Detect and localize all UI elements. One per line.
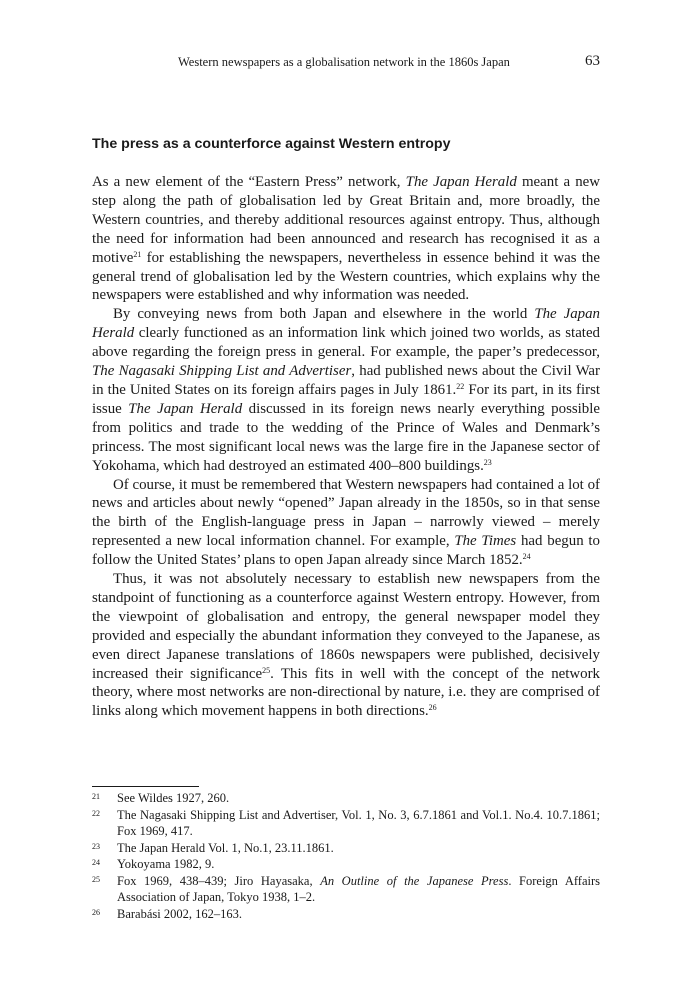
footnote-divider [92, 786, 199, 787]
footnotes [92, 790, 600, 922]
paragraph-1 [92, 173, 600, 305]
paragraph-text: By conveying news from both Japan and elsewhere in the world [113, 306, 535, 323]
footnote-text: Fox 1969, 438–439; Jiro Hayasaka, [117, 873, 321, 888]
footnote-number: 24 [92, 858, 100, 867]
footnote-number: 23 [92, 841, 100, 851]
footnote-number: 21 [92, 792, 100, 801]
paragraph-4 [92, 570, 600, 721]
paragraph-text: , had published news about the Civil War in the United States on its foreign affairs pages in July 1861. [92, 363, 600, 398]
paragraph-text: . This fits in well with the concept of the network theory, where most networks are non-directional by nature, i.e. they are comprised of links along which movement happens in both directions. [92, 665, 601, 720]
paragraph-3 [92, 476, 600, 571]
footnote-ref-22[interactable]: 22 [456, 381, 465, 391]
paragraph-text: discussed in its foreign news nearly everything possible from politics and trade to the wedding of the Prince of Wales and Denmark’s princess. The most significant local news was the large fire in the Japanese sector of Yokohama, which had destroyed an estimated 400–800 buildings. [92, 400, 600, 474]
running-title: Western newspapers as a globalisation network in the 1860s Japan [178, 55, 510, 69]
footnote-number: 26 [92, 907, 100, 917]
footnote-21 [92, 790, 600, 807]
footnote-text: Yokoyama 1982, 9. [117, 857, 215, 871]
newspaper-title: The Nagasaki Shipping List and Advertiser [92, 363, 352, 380]
paragraph-text: had begun to follow the United States’ plans to open Japan already since March 1852. [92, 533, 600, 569]
footnote-ref-21[interactable]: 21 [133, 249, 142, 259]
newspaper-title: The Japan Herald [92, 306, 600, 342]
footnote-text: Barabási 2002, 162–163. [117, 906, 242, 921]
footnote-25 [92, 873, 600, 906]
footnote-number: 25 [92, 874, 100, 884]
paragraph-text: For its part, in its first issue [92, 381, 600, 417]
newspaper-title: The Japan Herald [405, 174, 517, 190]
footnote-26 [92, 906, 600, 923]
footnote-ref-25[interactable]: 25 [262, 665, 271, 675]
footnote-number: 22 [92, 808, 100, 818]
page-number: 63 [585, 53, 600, 69]
footnote-22 [92, 807, 600, 840]
footnote-text: The Japan Herald Vol. 1, No.1, 23.11.1861. [117, 840, 334, 855]
book-title: An Outline of the Japanese Press [320, 873, 509, 888]
section-heading: The press as a counterforce against Western entropy [92, 136, 451, 152]
paragraph-2 [92, 305, 600, 475]
footnote-24 [92, 856, 600, 873]
footnote-23 [92, 840, 600, 857]
paragraph-text: clearly functioned as an information link which joined two worlds, as stated above regarding the foreign press in general. For example, the paper’s predecessor, [92, 325, 600, 361]
paragraph-text: Thus, it was not absolutely necessary to establish new newspapers from the standpoint of functioning as a counterforce against Western entropy. However, from the viewpoint of globalisation and entropy, the general newspaper model they provided and especially the abundant information they conveyed to the Japanese, as even direct Japanese translations of 1860s newspapers were published, decisively increased their significance [92, 571, 600, 682]
footnote-ref-24[interactable]: 24 [522, 552, 531, 562]
newspaper-title: The Japan Herald [128, 400, 243, 417]
paragraph-text: for establishing the newspapers, nevertheless in essence behind it was the general trend of globalisation led by the Western countries, which explains why the newspapers were established and why information was needed. [92, 249, 600, 304]
paragraph-text: Of course, it must be remembered that Western newspapers had contained a lot of news and articles about newly “opened” Japan already in the 1850s, so in that sense the birth of the English-language press in Japan – narrowly viewed – merely represented a new local information channel. For example, [92, 476, 600, 550]
footnote-text: See Wildes 1927, 260. [117, 791, 230, 805]
newspaper-title: The Times [454, 533, 517, 550]
paragraph-text: As a new element of the “Eastern Press” network, [92, 174, 406, 190]
paragraph-text: meant a new step along the path of globalisation led by Great Britain and, more broadly, the Western countries, and thereby additional resources against entropy. Thus, although the need for information had been announced and research has recognised it as a motive [92, 174, 601, 266]
footnote-ref-23[interactable]: 23 [483, 457, 492, 467]
footnote-text: . Foreign Affairs Association of Japan, Tokyo 1938, 1–2. [117, 873, 600, 904]
footnote-ref-26[interactable]: 26 [428, 703, 437, 713]
body-text [92, 173, 600, 721]
footnote-text: The Nagasaki Shipping List and Advertiser, Vol. 1, No. 3, 6.7.1861 and Vol.1. No.4. 10.7.1861; Fox 1969, 417. [117, 807, 600, 838]
